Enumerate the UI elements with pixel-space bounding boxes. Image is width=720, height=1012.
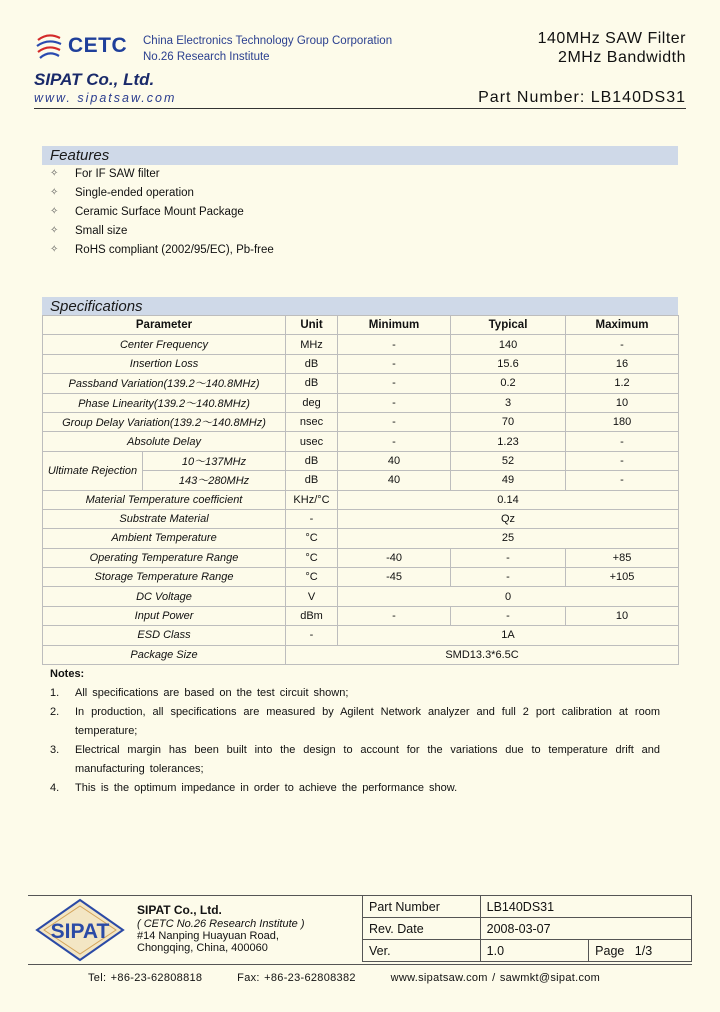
part-number-heading: Part Number: LB140DS31 — [478, 89, 686, 106]
table-header-row: Parameter Unit Minimum Typical Maximum — [43, 316, 679, 335]
table-row: Rev. Date 2008-03-07 — [363, 918, 692, 940]
diamond-bullet-icon: ✧ — [50, 225, 59, 236]
features-title: Features — [42, 146, 678, 165]
footer-company-name: SIPAT Co., Ltd. — [137, 903, 222, 917]
specifications-table — [42, 315, 679, 665]
note-item: 4. This is the optimum impedance in order to achieve the performance show. — [50, 782, 458, 794]
list-item: ✧ Small size — [50, 224, 274, 243]
features-list — [50, 167, 274, 262]
table-row: Ambient Temperature °C 25 — [43, 529, 679, 548]
page-number: 1/3 — [634, 943, 653, 958]
document-info-table — [362, 895, 692, 962]
org-name-line1: China Electronics Technology Group Corporation — [143, 35, 393, 47]
org-name-line2: No.26 Research Institute — [143, 51, 270, 63]
diamond-bullet-icon: ✧ — [50, 168, 59, 179]
specifications-title: Specifications — [42, 297, 678, 316]
list-item: ✧ For IF SAW filter — [50, 167, 274, 186]
note-item: 2. In production, all specifications are measured by Agilent Network analyzer and full 2 port calibration at room temperature; — [50, 706, 660, 737]
table-row: Input Power dBm - - 10 — [43, 606, 679, 625]
table-row: Storage Temperature Range °C -45 - +105 — [43, 568, 679, 587]
footer-bottom-rule — [28, 964, 692, 965]
table-row: Operating Temperature Range °C -40 - +85 — [43, 548, 679, 567]
table-row: Group Delay Variation(139.2～140.8MHz) nsec - 70 180 — [43, 412, 679, 431]
diamond-bullet-icon: ✧ — [50, 187, 59, 198]
diamond-bullet-icon: ✧ — [50, 206, 59, 217]
notes-title: Notes: — [50, 668, 85, 680]
footer-institute: ( CETC No.26 Research Institute ) — [137, 918, 305, 930]
table-row: Center Frequency MHz - 140 - — [43, 335, 679, 354]
table-row: Insertion Loss dB - 15.6 16 — [43, 354, 679, 373]
notes-section — [50, 668, 660, 798]
list-item: ✧ Ceramic Surface Mount Package — [50, 205, 274, 224]
table-row: ESD Class - 1A — [43, 626, 679, 645]
list-item: ✧ RoHS compliant (2002/95/EC), Pb-free — [50, 243, 274, 262]
note-item: 3. Electrical margin has been built into the design to account for the variations due to temperature drift and manufacturing tolerances; — [50, 744, 660, 775]
cetc-logo-text: CETC — [68, 34, 128, 57]
list-item: ✧ Single-ended operation — [50, 186, 274, 205]
product-title: 140MHz SAW Filter — [537, 30, 686, 47]
product-bandwidth: 2MHz Bandwidth — [558, 49, 686, 66]
table-row: Ver. 1.0 Page 1/3 — [363, 940, 692, 962]
footer-address-line1: #14 Nanping Huayuan Road, — [137, 930, 279, 942]
website-link[interactable]: www. sipatsaw.com — [34, 91, 177, 105]
table-row: Absolute Delay usec - 1.23 - — [43, 432, 679, 451]
table-row: Material Temperature coefficient KHz/°C 0.14 — [43, 490, 679, 509]
table-row: Substrate Material - Qz — [43, 509, 679, 528]
svg-text:SIPAT: SIPAT — [50, 920, 110, 943]
table-row: 143～280MHz dB 40 49 - — [43, 471, 679, 490]
note-item: 1. All specifications are based on the test circuit shown; — [50, 687, 349, 699]
company-name: SIPAT Co., Ltd. — [34, 70, 155, 89]
header-divider — [34, 108, 686, 109]
table-row: Passband Variation(139.2～140.8MHz) dB - 0.2 1.2 — [43, 374, 679, 393]
table-row: Phase Linearity(139.2～140.8MHz) deg - 3 10 — [43, 393, 679, 412]
contact-line: Tel: +86-23-62808818 Fax: +86-23-62808382 www.sipatsaw.com / sawmkt@sipat.com — [88, 972, 601, 984]
footer-address-line2: Chongqing, China, 400060 — [137, 942, 268, 954]
table-row: Package Size SMD13.3*6.5C — [43, 645, 679, 664]
table-row: Part Number LB140DS31 — [363, 896, 692, 918]
diamond-bullet-icon: ✧ — [50, 244, 59, 255]
table-row: DC Voltage V 0 — [43, 587, 679, 606]
page-label: Page — [595, 943, 625, 958]
table-row: Ultimate Rejection 10～137MHz dB 40 52 - — [43, 451, 679, 470]
sipat-logo-icon — [34, 897, 126, 963]
